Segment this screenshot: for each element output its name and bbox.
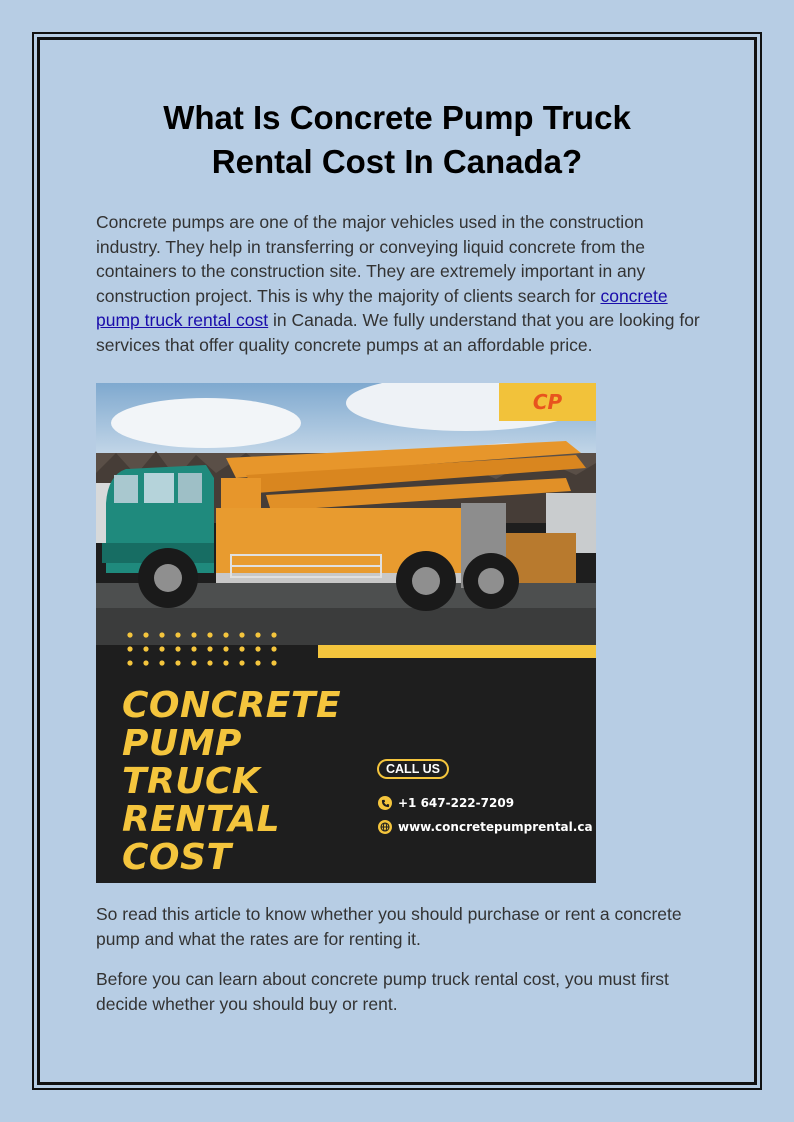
headline-line-5: COST bbox=[122, 837, 232, 878]
headline-line-2: PUMP bbox=[122, 723, 242, 764]
website-row[interactable] bbox=[378, 819, 593, 835]
article-title-line-1: What Is Concrete Pump Truck bbox=[163, 99, 631, 136]
intro-paragraph bbox=[96, 210, 706, 357]
purchase-or-rent-paragraph: So read this article to know whether you should purchase or rent a concrete pump and what the rates are for renting it. bbox=[96, 904, 682, 949]
headline-line-3: TRUCK bbox=[122, 761, 261, 802]
phone-number: +1 647-222-7209 bbox=[398, 796, 515, 810]
phone-icon bbox=[378, 796, 392, 810]
rental-cost-link[interactable]: concrete pump truck rental cost bbox=[96, 285, 668, 330]
website-url: www.concretepumprental.ca bbox=[398, 820, 593, 834]
call-us-badge[interactable]: CALL US bbox=[377, 759, 449, 779]
intro-text-end: in Canada. We fully understand that you are looking for services that offer quality concrete pumps at an affordable price. bbox=[96, 310, 700, 355]
intro-text-start: Concrete pumps are one of the major vehicles used in the construction industry. They help in transferring or conveying liquid concrete from the containers to the construction site. They are extremely important in any construction project. This is why the majority of clients search for bbox=[96, 212, 646, 306]
company-logo bbox=[499, 383, 596, 421]
promo-headline bbox=[122, 687, 341, 877]
article-title bbox=[0, 96, 794, 184]
headline-line-1: CONCRETE bbox=[122, 685, 342, 726]
logo-text: CP bbox=[532, 390, 563, 414]
globe-icon bbox=[378, 820, 392, 834]
promo-image bbox=[96, 383, 596, 883]
article-title-line-2: Rental Cost In Canada? bbox=[211, 143, 583, 180]
buy-or-rent-paragraph: Before you can learn about concrete pump truck rental cost, you must first decide whether you should buy or rent. bbox=[96, 969, 669, 1014]
headline-line-4: RENTAL bbox=[122, 799, 281, 840]
phone-row[interactable] bbox=[378, 795, 514, 811]
